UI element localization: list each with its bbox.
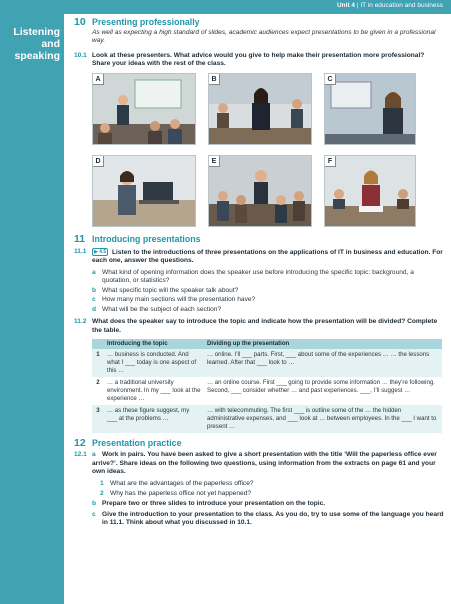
section-11-heading: 11 Introducing presentations	[74, 232, 201, 245]
table-row: 2 … a traditional university environment. In my ___ look at the experience … … an online course. First ___ going to provide some information … they’re following. Second, ___ consider whether … and past experiences. ___, I’ll suggest …	[96, 378, 435, 402]
sidebar-heading: Listening and speaking	[13, 26, 60, 62]
task-12-1-b: b Prepare two or three slides to introduce your presentation on the topic.	[92, 500, 326, 508]
question-list	[92, 269, 444, 315]
list-item: b What specific topic will the speaker talk about?	[92, 286, 239, 294]
numbered-list	[100, 480, 444, 498]
section-12-heading: 12 Presentation practice	[74, 436, 182, 449]
task-10-1: 10.1 Look at these presenters. What advice would you give to help make their presentation more professional? Share your ideas with the rest of the class.	[74, 51, 425, 68]
list-item: a What kind of opening information does the speaker use before introducing the specific topic: background, a quotation, or statistics?	[92, 268, 414, 285]
task-11-2: 11.2 What does the speaker say to introduce the topic and indicate how the presentation will be divided? Complete the table.	[74, 318, 438, 335]
table-row: 3 … as these figure suggest, my ___ at the problems … … with telecommuting. The first ___ is outline some of the … the hidden administrative expenses, and ___ look at … between employees. In the ___ I want to present …	[92, 405, 442, 433]
audio-track-icon[interactable]: ▶ 4.5	[94, 248, 107, 255]
list-item: d What will be the subject of each section?	[92, 305, 222, 313]
list-item: c How many main sections will the presentation have?	[92, 296, 256, 304]
photo-d-image	[93, 156, 196, 227]
photo-b: B	[208, 73, 312, 145]
unit-label: Unit 4 | IT in education and business	[336, 2, 443, 9]
completion-table	[92, 339, 442, 433]
list-item: 1 What are the advantages of the paperless office?	[100, 480, 254, 488]
sidebar	[0, 0, 64, 604]
section-10-heading: 10 Presenting professionally	[74, 16, 200, 28]
section-10-intro: As well as expecting a high standard of slides, academic audiences expect presentations to be given in a professional way.	[92, 28, 436, 45]
photo-c-image	[325, 74, 416, 145]
photo-d: D	[92, 155, 196, 227]
photo-a-image	[93, 74, 196, 145]
photo-e-image	[209, 156, 312, 227]
photo-b-image	[209, 74, 312, 145]
task-12-1: 12.1 a Work in pairs. You have been asked to give a short presentation with the title ‘Will the paperless office ever arrive?’. Share ideas on the following two questions, using information from the extracts on page 61 and your own ideas.	[74, 451, 437, 476]
page-header	[64, 0, 451, 14]
presenter-photos	[92, 73, 444, 233]
photo-a: A	[92, 73, 196, 145]
photo-f: F	[324, 155, 416, 227]
photo-e: E	[208, 155, 312, 227]
photo-f-image	[325, 156, 416, 227]
task-11-1: 11.1 ▶ 4.5 Listen to the introductions of three presentations on the applications of IT in business and education. For each one, answer the questions.	[74, 247, 443, 264]
table-header-row: Introducing the topic Dividing up the presentation	[92, 339, 442, 349]
task-12-1-c: c Give the introduction to your presentation to the class. As you do, try to use some of the language you heard in 11.1. Think about what you discussed in 10.1.	[92, 510, 444, 527]
page-content	[74, 18, 444, 528]
table-row: 1 … business is conducted. And what I ___ today is one aspect of this … … online. I’ll ___ parts. First, ___ about some of the experiences … … the lessons learned. After that ___ look to …	[92, 349, 442, 377]
list-item: 2 Why has the paperless office not yet happened?	[100, 489, 252, 497]
photo-c: C	[324, 73, 416, 145]
